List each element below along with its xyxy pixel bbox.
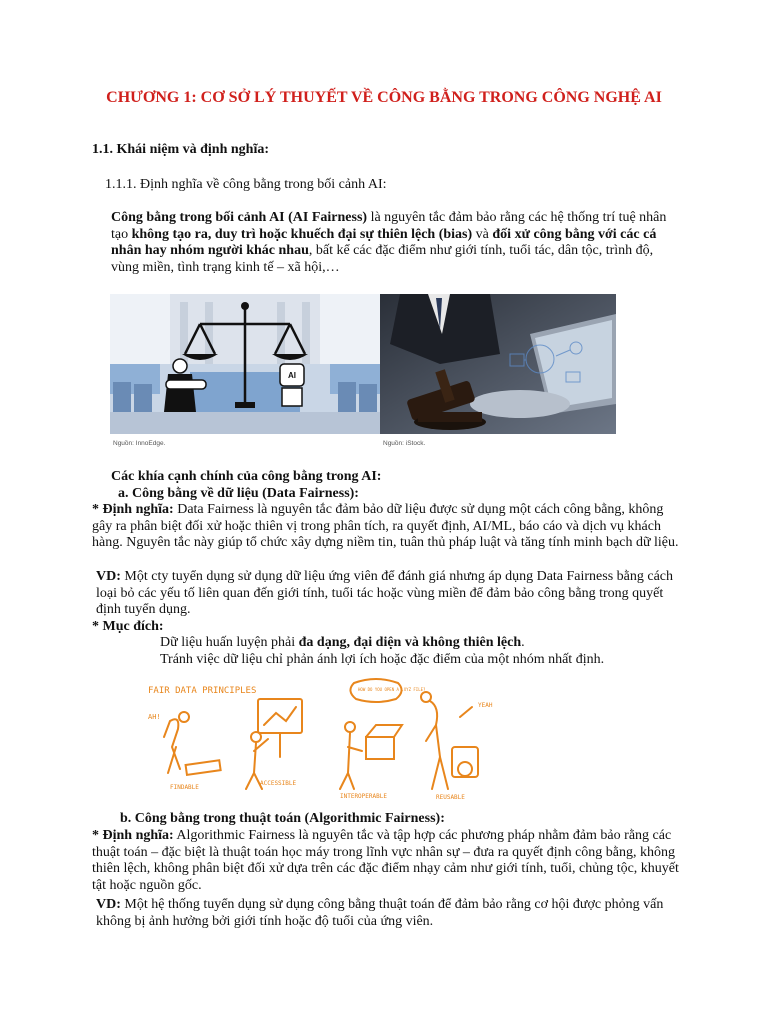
image1-caption: Nguồn: InnoEdge. [113, 440, 166, 447]
purpose-line-2: Tránh việc dữ liệu chỉ phản ánh lợi ích hoặc đặc điểm của một nhóm nhất định. [160, 652, 605, 667]
fair-yeah: YEAH [478, 702, 493, 709]
data-fairness-definition: * Định nghĩa: Data Fairness là nguyên tắc đảm bảo dữ liệu được sử dụng một cách công bằng, không gây ra phân biệt đối xử hoặc thiên vị trong phân tích, ra quyết định, AI/ML, báo cáo và dịch vụ khách hàng. Nguyên tắc này giúp tổ chức xây dựng niềm tin, tuân thủ pháp luật và tăng tính minh bạch dữ liệu. [92, 502, 679, 551]
fair-interoperable: INTEROPERABLE [340, 793, 387, 800]
purpose-line-1: Dữ liệu huấn luyện phải đa dạng, đại diện và không thiên lệch. [160, 635, 525, 650]
image2-caption: Nguồn: iStock. [383, 440, 426, 447]
aspects-heading: Các khía cạnh chính của công bằng trong AI: [111, 469, 382, 484]
gavel-laptop-photo [380, 294, 616, 452]
fair-accessible: ACCESSIBLE [260, 780, 297, 787]
algorithmic-fairness-definition: * Định nghĩa: Algorithmic Fairness là nguyên tắc và tập hợp các phương pháp nhằm đảm bảo rằng các thuật toán – đặc biệt là thuật toán học máy trong lĩnh vực nhân sự – đưa ra quyết định công bằng, không thiên lệch, không phân biệt đối xử dựa trên các đặc điểm nhạy cảm như giới tính, tuổi, chủng tộc, khuyết tật hoặc nguồn gốc. [92, 828, 679, 893]
intro-term: Công bằng trong bối cảnh AI (AI Fairness) [111, 210, 368, 225]
data-fairness-example: VD: Một cty tuyển dụng sử dụng dữ liệu ứng viên để đánh giá nhưng áp dụng Data Fairness bằng cách loại bỏ các yếu tố liên quan đến giới tính, tuổi tác hoặc vùng miền để đảm bảo công bằng trong quyết định tuyển dụng. [96, 569, 674, 618]
fair-title: FAIR DATA PRINCIPLES [148, 686, 257, 696]
subsection-heading-1-1-1: 1.1.1. Định nghĩa về công bằng trong bối cảnh AI: [105, 177, 387, 192]
section-heading-1-1: 1.1. Khái niệm và định nghĩa: [92, 142, 269, 157]
chapter-title: CHƯƠNG 1: CƠ SỞ LÝ THUYẾT VỀ CÔNG BẰNG TRONG CÔNG NGHỆ AI [106, 89, 662, 106]
courtroom-scales-illustration [110, 294, 380, 452]
fair-findable: FINDABLE [170, 784, 199, 791]
heading-b-algorithmic-fairness: b. Công bằng trong thuật toán (Algorithmic Fairness): [120, 811, 445, 826]
intro-bold-1: không tạo ra, duy trì hoặc khuếch đại sự thiên lệch (bias) [131, 226, 473, 242]
algorithmic-fairness-example: VD: Một hệ thống tuyển dụng sử dụng công bằng thuật toán để đảm bảo rằng cơ hội được phỏng vấn không bị ảnh hưởng bởi giới tính hoặc độ tuổi của ứng viên. [96, 897, 664, 929]
fair-aha: AH! [148, 713, 161, 721]
svg-text:AI: AI [288, 371, 296, 380]
intro-paragraph: Công bằng trong bối cảnh AI (AI Fairness) là nguyên tắc đảm bảo rằng các hệ thống trí tuệ nhân tạo không tạo ra, duy trì hoặc khuếch đại sự thiên lệch (bias) và đối xử công bằng với các cá nhân hay nhóm người khác nhau, bất kể các đặc điểm như giới tính, tuổi tác, dân tộc, trình độ, vùng miền, tình trạng kinh tế – xã hội,… [111, 210, 667, 275]
heading-a-data-fairness: a. Công bằng về dữ liệu (Data Fairness): [118, 486, 359, 501]
fair-bubble: HOW DO YOU OPEN A .XYZ FILE? [358, 687, 426, 692]
fair-data-principles-sketch [140, 677, 512, 805]
fair-reusable: REUSABLE [436, 794, 465, 801]
intro-bold-2: đối xử công bằng với các cá nhân hay nhóm người khác nhau [111, 226, 657, 259]
purpose-label: * Mục đích: [92, 619, 164, 634]
